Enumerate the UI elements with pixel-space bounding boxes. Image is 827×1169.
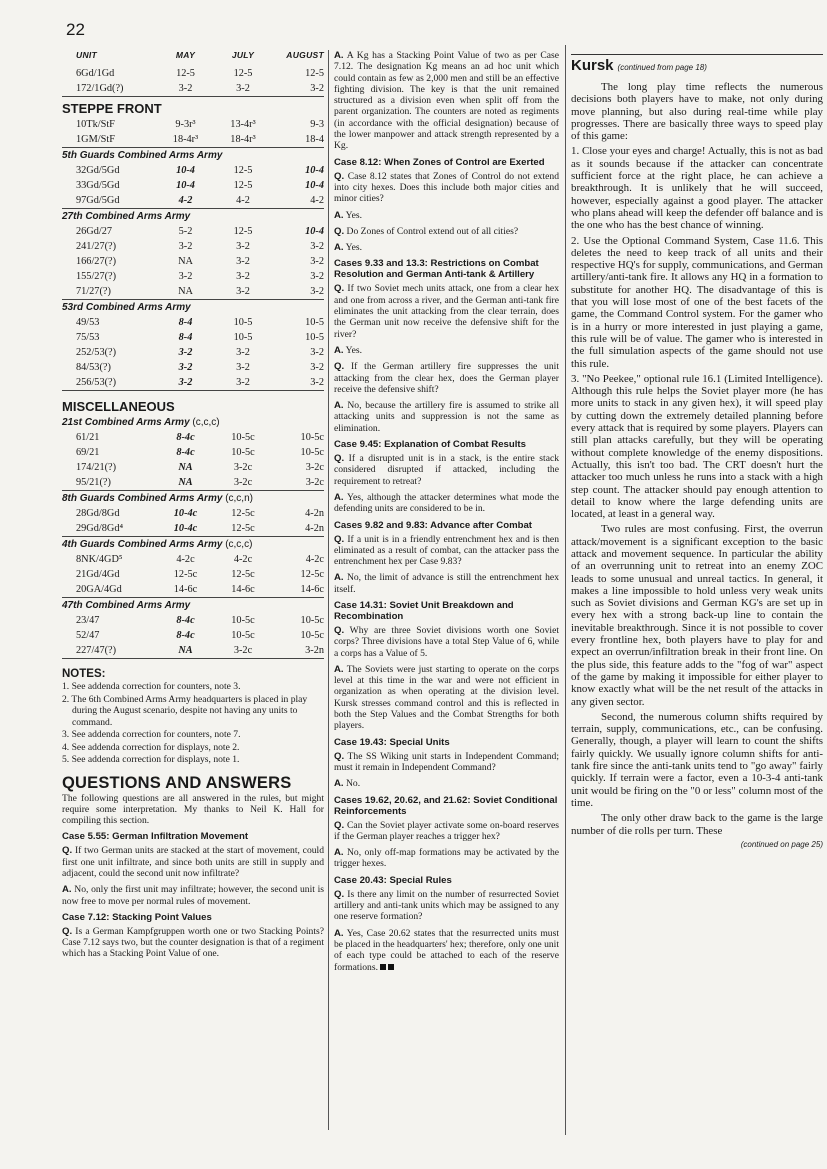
may-cell: 3-2 — [178, 347, 193, 358]
question-text: Case 8.12 states that Zones of Control do not extend into city hexes. Does this include both major cities and minor cities? — [334, 170, 559, 205]
july-cell: 3-2 — [236, 83, 250, 94]
july-cell: 12-5c — [231, 523, 255, 534]
note-item: 2. The 6th Combined Arms Army headquarters is placed in play during the August scenario, despite not having any units to command. — [62, 693, 308, 728]
answer — [334, 572, 559, 595]
unit-cell: 97Gd/5Gd — [76, 195, 120, 206]
group-heading — [62, 538, 324, 552]
table-row — [62, 582, 324, 598]
table-row — [62, 269, 324, 284]
answer-text: Yes, Case 20.62 states that the resurrected units must be placed in the headquarters' hex; therefore, only one unit of each type could be attached to each of the reserve formations. — [334, 927, 559, 973]
question-text: If a unit is in a friendly entrenchment hex and is then eliminated as a result of combat, can the attacker pass the entrenchment hex per Case 9.83? — [334, 533, 559, 568]
july-cell: 3-2 — [236, 271, 250, 282]
table-group — [62, 117, 324, 148]
qa-column-middle — [334, 50, 559, 978]
table-row — [62, 445, 324, 460]
july-cell: 3-2 — [236, 241, 250, 252]
table-row — [62, 521, 324, 537]
may-cell: 10-4c — [173, 508, 198, 519]
article-paragraph: The long play time reflects the numerous decisions both players have to make, not only during move planning, but also during real-time while play progresses. There are basically three ways to speed play of this game: — [571, 81, 823, 143]
august-cell: 10-4 — [305, 180, 324, 191]
may-cell: 3-2 — [178, 241, 193, 252]
august-cell: 4-2 — [310, 195, 324, 206]
table-row — [62, 315, 324, 330]
table-header — [62, 50, 324, 60]
table-group — [62, 538, 324, 598]
q-label: Q. — [334, 170, 345, 182]
header-july: JULY — [231, 50, 255, 60]
q-label: Q. — [334, 361, 345, 373]
table-row — [62, 430, 324, 445]
question — [334, 361, 559, 395]
case-heading: Case 14.31: Soviet Unit Breakdown and Recombination — [334, 599, 514, 622]
answer — [334, 492, 559, 515]
unit-cell: 6Gd/1Gd — [76, 68, 115, 79]
august-cell: 3-2 — [310, 83, 324, 94]
qa-column — [62, 831, 324, 959]
table-group — [62, 416, 324, 491]
group-heading — [62, 599, 324, 613]
case-heading: Case 8.12: When Zones of Control are Exerted — [334, 156, 545, 168]
table-row — [62, 224, 324, 239]
question-text: If a disrupted unit is in a stack, is the entire stack considered disrupted if attacked, including the requirement to retreat? — [334, 453, 560, 487]
august-cell: 10-5c — [300, 432, 324, 443]
a-label: A. — [334, 491, 344, 503]
july-cell: 3-2 — [236, 377, 250, 388]
july-cell: 3-2 — [236, 362, 250, 373]
may-cell: 8-4c — [176, 630, 195, 641]
question — [334, 751, 559, 774]
note-item: 5. See addenda correction for displays, note 1. — [62, 754, 240, 765]
question — [62, 845, 324, 879]
july-cell: 12-5 — [233, 226, 253, 237]
august-cell: 3-2 — [310, 377, 324, 388]
question — [334, 534, 559, 568]
unit-cell: 69/21 — [76, 447, 100, 458]
a-label: A. — [334, 663, 344, 675]
may-cell: 3-2 — [178, 362, 193, 373]
unit-cell: 166/27(?) — [76, 256, 117, 267]
july-cell: 4-2c — [233, 554, 253, 565]
article-paragraph: The only other draw back to the game is the large number of die rolls per turn. These — [571, 812, 823, 837]
note-item: 3. See addenda correction for counters, note 7. — [62, 729, 241, 740]
may-cell: 8-4c — [176, 615, 195, 626]
group-heading — [62, 149, 324, 163]
case-heading: Case 5.55: German Infiltration Movement — [62, 831, 249, 843]
table-group — [62, 210, 324, 300]
unit-cell: 95/21(?) — [76, 477, 111, 488]
q-label: Q. — [62, 845, 73, 857]
q-label: Q. — [334, 750, 345, 762]
continued-on: (continued on page 25) — [740, 839, 823, 849]
table-row — [62, 239, 324, 254]
table-row — [62, 66, 324, 81]
may-cell: 4-2 — [178, 195, 193, 206]
august-cell: 3-2 — [310, 286, 324, 297]
july-cell: 3-2 — [236, 347, 250, 358]
unit-table-column — [62, 50, 324, 965]
may-cell: 18-4r³ — [172, 134, 199, 145]
may-cell: NA — [178, 256, 193, 267]
group-title: 5th Guards Combined Arms Army — [62, 150, 223, 161]
unit-cell: 21Gd/4Gd — [76, 569, 120, 580]
may-cell: 3-2 — [178, 83, 193, 94]
table-row — [62, 475, 324, 491]
august-cell: 10-4 — [305, 165, 324, 176]
case-heading: Case 7.12: Stacking Point Values — [62, 911, 212, 923]
may-cell: NA — [178, 645, 193, 656]
july-cell: 3-2 — [236, 286, 250, 297]
table-row — [62, 81, 324, 97]
header-may: MAY — [175, 50, 196, 60]
table-row — [62, 254, 324, 269]
august-cell: 3-2c — [305, 477, 324, 488]
unit-cell: 28Gd/8Gd — [76, 508, 120, 519]
table-row — [62, 330, 324, 345]
august-cell: 14-6c — [300, 584, 324, 595]
may-cell: 8-4 — [178, 317, 193, 328]
may-cell: NA — [178, 286, 193, 297]
july-cell: 3-2c — [233, 477, 253, 488]
article-paragraph: 3. "No Peekee," optional rule 16.1 (Limited Intelligence). Although this rule helps the Soviet player more (he has more units to stack in any given hex), it will speed play by cutting down the extremely detailed planning before every attack that is required by some players. Players can still plan attacks carefully, but they will be operating without complete knowledge of the enemy dispositions. Actually, this isn't too bad. The CRT doesn't hurt the attacker too much unless he runs into a stack with a high step count. The attacker should pay enough attention to detail to know where the large defending units are located, at least in a general way. — [571, 372, 823, 521]
august-cell: 3-2c — [305, 462, 324, 473]
case-heading: Case 19.43: Special Units — [334, 736, 450, 748]
q-label: Q. — [334, 819, 345, 831]
article-body — [571, 81, 823, 837]
group-heading — [62, 210, 324, 224]
july-cell: 12-5c — [231, 569, 255, 580]
august-cell: 3-2 — [310, 347, 324, 358]
august-cell: 12-5c — [300, 569, 324, 580]
july-cell: 10-5 — [233, 332, 253, 343]
unit-cell: 84/53(?) — [76, 362, 111, 373]
question-text: The SS Wiking unit starts in Independent Command; must it remain in Independent Command? — [334, 750, 559, 773]
question — [62, 926, 324, 960]
question — [334, 283, 559, 339]
group-suffix: (c,c,n) — [225, 493, 253, 504]
question — [334, 226, 559, 237]
august-cell: 10-5c — [300, 447, 324, 458]
a-label: A. — [334, 209, 344, 221]
may-cell: 14-6c — [173, 584, 198, 595]
august-cell: 10-5 — [305, 317, 324, 328]
case-heading: Cases 19.62, 20.62, and 21.62: Soviet Conditional Reinforcements — [334, 794, 558, 817]
group-title: 53rd Combined Arms Army — [62, 302, 191, 313]
july-cell: 4-2 — [236, 195, 250, 206]
group-title: 4th Guards Combined Arms Army — [62, 539, 223, 550]
q-label: Q. — [334, 888, 345, 900]
unit-cell: 20GA/4Gd — [76, 584, 122, 595]
table-row — [62, 643, 324, 659]
table-row — [62, 506, 324, 521]
table-row — [62, 552, 324, 567]
question — [334, 625, 559, 659]
group-suffix: (c,c,c) — [192, 417, 220, 428]
unit-cell: 29Gd/8Gd⁴ — [76, 523, 124, 534]
table-group — [62, 492, 324, 537]
question-text: Why are three Soviet divisions worth one Soviet corps? Three divisions have a total Step Value of 6, while a corps has a Value of 5. — [334, 624, 559, 659]
header-august: AUGUST — [286, 50, 324, 60]
august-cell: 3-2 — [310, 256, 324, 267]
unit-cell: 241/27(?) — [76, 241, 117, 252]
a-label: A. — [334, 400, 344, 412]
article-paragraph: Second, the numerous column shifts required by terrain, supply, communications, etc., can be confusing. Generally, though, a player will learn to count the shifts fairly quickly. We usually ignore column shifts for anti-tank fire since the anti-tank units tend to "go away" fairly quickly. If terrain were a factor, even a 10-3-4 anti-tank unit would be firing on the "0 or less" column most of the time. — [571, 710, 823, 809]
august-cell: 9-3 — [310, 119, 324, 130]
july-cell: 10-5c — [231, 432, 255, 443]
case-heading: Cases 9.33 and 13.3: Restrictions on Combat Resolution and German Anti-tank & Artillery — [334, 258, 539, 281]
table-row — [62, 284, 324, 300]
unit-cell: 32Gd/5Gd — [76, 165, 120, 176]
may-cell: 3-2 — [178, 377, 193, 388]
a-label: A. — [334, 927, 344, 939]
question — [334, 820, 559, 843]
q-label: Q. — [334, 453, 345, 465]
question-text: Do Zones of Control extend out of all cities? — [346, 225, 519, 237]
unit-cell: 10Tk/StF — [76, 119, 115, 130]
may-cell: 9-3r³ — [175, 119, 196, 130]
may-cell: 12-5 — [176, 68, 195, 79]
august-cell: 3-2 — [310, 241, 324, 252]
unit-cell: 8NK/4GD⁵ — [76, 554, 123, 565]
answer-text: Yes, although the attacker determines what mode the defending units are considered to be in. — [334, 491, 559, 515]
unit-cell: 252/53(?) — [76, 347, 117, 358]
unit-cell: 61/21 — [76, 432, 100, 443]
section-heading: MISCELLANEOUS — [62, 399, 175, 414]
unit-cell: 23/47 — [76, 615, 100, 626]
table-row — [62, 460, 324, 475]
answer — [334, 242, 559, 253]
august-cell: 4-2c — [305, 554, 324, 565]
end-mark-icon — [388, 964, 394, 970]
answer — [62, 884, 324, 907]
group-title: 21st Combined Arms Army — [62, 417, 190, 428]
a-label: A. — [334, 344, 344, 356]
case-heading: Case 9.45: Explanation of Combat Results — [334, 439, 526, 451]
q-label: Q. — [334, 225, 345, 237]
answer — [334, 400, 559, 434]
answer — [334, 210, 559, 221]
continued-from: (continued from page 18) — [617, 63, 707, 72]
q-label: Q. — [334, 283, 345, 295]
answer-text: No, the limit of advance is still the entrenchment hex itself. — [334, 572, 559, 595]
unit-cell: 1GM/StF — [76, 134, 115, 145]
august-cell: 10-5c — [300, 615, 324, 626]
case-heading: Cases 9.82 and 9.83: Advance after Combat — [334, 519, 532, 531]
july-cell: 12-5 — [233, 180, 253, 191]
answer-text: Yes. — [345, 344, 362, 356]
august-cell: 18-4 — [305, 134, 324, 145]
a-label: A. — [334, 242, 344, 254]
table-row — [62, 613, 324, 628]
july-cell: 12-5 — [233, 165, 253, 176]
answer — [334, 345, 559, 356]
may-cell: 5-2 — [178, 226, 193, 237]
a-label: A. — [334, 50, 344, 61]
group-heading — [62, 492, 324, 506]
unit-cell: 71/27(?) — [76, 286, 111, 297]
table-row — [62, 193, 324, 209]
question-text: Is a German Kampfgruppen worth one or two Stacking Points? Case 7.12 says two, but the counter designation is that of a regiment which has a Stacking Point Value of one. — [62, 925, 324, 960]
question-text: If the German artillery fire suppresses the unit attacking from the clear hex, does the German player receive the defensive shift? — [334, 361, 559, 395]
july-cell: 10-5 — [233, 317, 253, 328]
a-label: A. — [334, 847, 344, 859]
article-paragraph: 1. Close your eyes and charge! Actually, this is not as bad as it sounds because if the attacker can concentrate sufficient force at the right place, he can achieve a breakthrough. It is unlikely that he will succeed, however, especially against a good player. The attacker who plans ahead will keep the defender off balance and is the one who has the best chance of winning. — [571, 145, 823, 232]
answer — [334, 928, 559, 973]
unit-cell: 174/21(?) — [76, 462, 117, 473]
end-mark-icon — [380, 964, 386, 970]
august-cell: 3-2 — [310, 271, 324, 282]
answer-text: Yes. — [345, 242, 362, 254]
question-text: Is there any limit on the number of resurrected Soviet artillery and anti-tank units which may be assigned to any one reserve formation? — [334, 888, 559, 923]
answer — [334, 778, 559, 789]
question — [334, 171, 559, 205]
august-cell: 10-5 — [305, 332, 324, 343]
header-unit: UNIT — [76, 50, 98, 60]
july-cell: 3-2c — [233, 462, 253, 473]
july-cell: 10-5c — [231, 447, 255, 458]
may-cell: 10-4 — [176, 165, 195, 176]
may-cell: 8-4c — [176, 447, 195, 458]
july-cell: 14-6c — [231, 584, 255, 595]
table-row — [62, 178, 324, 193]
question-text: If two German units are stacked at the start of movement, could first one unit infiltrate, and since both units are still in supply and adjacent, could the second unit now infiltrate? — [62, 845, 324, 879]
group-suffix: (c,c,c) — [225, 539, 253, 550]
notes-heading: NOTES: — [62, 668, 106, 680]
unit-cell: 52/47 — [76, 630, 100, 641]
qa-column — [334, 50, 559, 973]
q-label: Q. — [334, 533, 345, 545]
may-cell: NA — [178, 477, 193, 488]
answer-text: No, only the first unit may infiltrate; however, the second unit is now free to move per normal rules of movement. — [62, 884, 324, 907]
notes-list — [62, 681, 324, 766]
answer-text: Yes. — [345, 209, 362, 221]
table-row — [62, 132, 324, 148]
question-text: If two Soviet mech units attack, one from a clear hex and one from across a river, and the German anti-tank fire eliminates the unit attacking from the clear terrain, does the German unit now receive the defensive shift for the river? — [334, 283, 559, 340]
unit-cell: 172/1Gd(?) — [76, 83, 124, 94]
table-row — [62, 567, 324, 582]
kursk-article — [571, 54, 823, 849]
july-cell: 3-2 — [236, 256, 250, 267]
answer-text: No. — [346, 778, 361, 790]
note-item: 4. See addenda correction for displays, note 2. — [62, 741, 240, 753]
a-label: A. — [334, 778, 344, 790]
july-cell: 10-5c — [231, 630, 255, 641]
q-label: Q. — [334, 624, 345, 636]
group-title: 8th Guards Combined Arms Army — [62, 493, 223, 504]
section-heading: STEPPE FRONT — [62, 101, 162, 116]
note-item: 1. See addenda correction for counters, note 3. — [62, 681, 241, 692]
may-cell: 4-2c — [176, 554, 195, 565]
table-row — [62, 163, 324, 178]
answer-text: A Kg has a Stacking Point Value of two as per Case 7.12. The designation Kg means an ad hoc unit which could contain as few as 2,000 men and still be an effective fighting division. The key is that the unit remained structured as a division even when split off from the parent organization. The counters are noted as regiments (in accordance with the official designation) because of the lower manpower and attack strength represented by a Kg. — [334, 50, 559, 152]
case-heading: Case 20.43: Special Rules — [334, 874, 452, 886]
group-title: 27th Combined Arms Army — [62, 211, 191, 222]
july-cell: 13-4r³ — [230, 119, 256, 130]
july-cell: 3-2c — [233, 645, 253, 656]
table-group — [62, 149, 324, 209]
group-heading — [62, 416, 324, 430]
qa-intro: The following questions are all answered in the rules, but might require some interpretation. My thanks to Neil K. Hall for compiling this section. — [62, 792, 324, 827]
answer-text: No, because the artillery fire is assumed to strike all attacking units and suppression is not the same as elimination. — [334, 400, 559, 434]
unit-cell: 26Gd/27 — [76, 226, 113, 237]
table-row — [62, 117, 324, 132]
question-text: Can the Soviet player activate some on-board reserves if the German player reaches a trigger hex? — [334, 819, 559, 842]
unit-cell: 256/53(?) — [76, 377, 117, 388]
unit-cell: 155/27(?) — [76, 271, 117, 282]
july-cell: 12-5 — [233, 68, 253, 79]
a-label: A. — [334, 572, 344, 584]
august-cell: 3-2n — [305, 645, 324, 656]
unit-cell: 49/53 — [76, 317, 100, 328]
august-cell: 10-4 — [305, 226, 324, 237]
column-divider — [565, 45, 566, 1135]
article-paragraph: 2. Use the Optional Command System, Case 11.6. This deletes the need to keep track of all units and their respective HQ's for supply, communications, and German artillery/anti-tank fire. It allows any HQ in a formation to substitute for another HQ. The disadvantage of this is that you will lose most of one of the best facets of the game, the Command Control system. For the gamer who is in a hurry or more interested in just playing a game, this rule will be of value. The gamer who is interested in the full simulation aspects of the game should not use this rule. — [571, 234, 823, 370]
page-number: 22 — [66, 20, 85, 39]
qa-heading: QUESTIONS AND ANSWERS — [62, 773, 292, 792]
table-group — [62, 66, 324, 97]
may-cell: 8-4 — [178, 332, 193, 343]
unit-cell: 33Gd/5Gd — [76, 180, 120, 191]
july-cell: 10-5c — [231, 615, 255, 626]
august-cell: 4-2n — [305, 523, 324, 534]
table-row — [62, 628, 324, 643]
table-group — [62, 599, 324, 659]
column-divider — [328, 50, 329, 1130]
may-cell: 12-5c — [173, 569, 198, 580]
article-paragraph: Two rules are most confusing. First, the overrun attack/movement is a significant exception to the basic attack and movement sequence. In particular the ability of an overrunning unit to retreat into an enemy ZOC leads to some unusual and unreal tactics. In general, it makes a line impossible to hold unless very weak units such as Soviet divisions and German KG's are set up in every hex with a strong back-up line to contain the inevitable breakthrough. Since it is not possible to cover every frontline hex, both players have to play for and expect an overrun/infiltration break in their front line. On the plus side, this feature adds to the "fog of war" aspect of the game by making it impossible for either player to know exactly what will be the net result of the attacks in any given sector. — [571, 523, 823, 708]
answer — [334, 847, 559, 870]
july-cell: 12-5c — [231, 508, 255, 519]
question — [334, 453, 559, 487]
table-row — [62, 375, 324, 391]
may-cell: 3-2 — [178, 271, 193, 282]
group-heading — [62, 301, 324, 315]
table-row — [62, 345, 324, 360]
may-cell: 8-4c — [176, 432, 195, 443]
august-cell: 12-5 — [305, 68, 324, 79]
august-cell: 10-5c — [300, 630, 324, 641]
table-row — [62, 360, 324, 375]
unit-cell: 227/47(?) — [76, 645, 117, 656]
august-cell: 4-2n — [305, 508, 324, 519]
unit-cell: 75/53 — [76, 332, 100, 343]
question — [334, 889, 559, 923]
article-title: Kursk — [571, 57, 614, 74]
table-group — [62, 301, 324, 391]
group-title: 47th Combined Arms Army — [62, 600, 191, 611]
answer — [334, 50, 559, 152]
may-cell: 10-4c — [173, 523, 198, 534]
may-cell: 10-4 — [176, 180, 195, 191]
august-cell: 3-2 — [310, 362, 324, 373]
answer-text: No, only off-map formations may be activated by the trigger hexes. — [334, 847, 559, 870]
a-label: A. — [62, 884, 72, 896]
answer-text: The Soviets were just starting to operate on the corps level at this time in the war and were not efficient in organization as when operating at the division level. Kursk stresses command control and this is reflected in both the Step Values and the Combat Strengths for both players. — [334, 663, 559, 732]
answer — [334, 664, 559, 732]
q-label: Q. — [62, 925, 73, 937]
may-cell: NA — [178, 462, 193, 473]
july-cell: 18-4r³ — [230, 134, 256, 145]
